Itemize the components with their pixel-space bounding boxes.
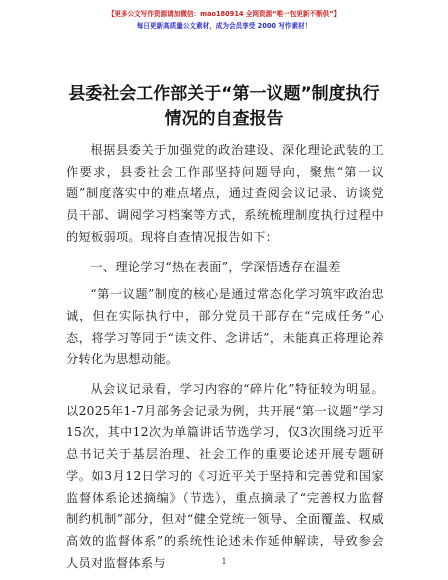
body-paragraph: 从会议记录看，学习内容的“碎片化”特征较为明显。以2025年1-7月部务会记录为例，共开展“第一议题”学习15次，其中12次为单篇讲话节选学习，仅3次围绕习近平总书记关于基层治理、社会工作的重要论述开展专题研学。如3月12日学习的《习近平关于坚持和完善党和国家监督体系论述摘编》（节选），重点摘录了“完善权力监督制约机制”部分，但对“健全党统一领导、全面覆盖、权威高效的监督体系”的系统性论述未作延伸解读，导致参会人员对监督体系与 bbox=[66, 382, 384, 570]
promo-banner-line2[interactable]: 每日更新高质量公文素材，成为会员享受 2000 写作素材！ bbox=[136, 22, 312, 30]
document-title: 县委社会工作部关于“第一议题”制度执行情况的自查报告 bbox=[68, 84, 380, 129]
document-body bbox=[66, 140, 384, 574]
intro-paragraph: 根据县委关于加强党的政治建设、深化理论武装的工作要求，县委社会工作部坚持问题导向，聚焦“第一议题”制度落实中的难点堵点，通过查阅会议记录、访谈党员干部、调阅学习档案等方式，系统梳理制度执行过程中的短板弱项。现将自查情况报告如下： bbox=[66, 143, 384, 244]
paragraph-gap bbox=[66, 371, 384, 379]
body-paragraph: “第一议题”制度的核心是通过常态化学习筑牢政治忠诚，但在实际执行中，部分党员干部存在“完成任务”心态，将学习等同于“读文件、念讲话”，未能真正将理论养分转化为思想动能。 bbox=[66, 287, 384, 367]
section-heading: 一、理论学习“热在表面”，学深悟透存在温差 bbox=[90, 259, 341, 274]
page-number: 1 bbox=[221, 557, 227, 566]
promo-banner-line1[interactable]: 【更多公文写作资源请加微信：mao180914 全网资源“唯一包更新不断供”】 bbox=[107, 10, 341, 18]
